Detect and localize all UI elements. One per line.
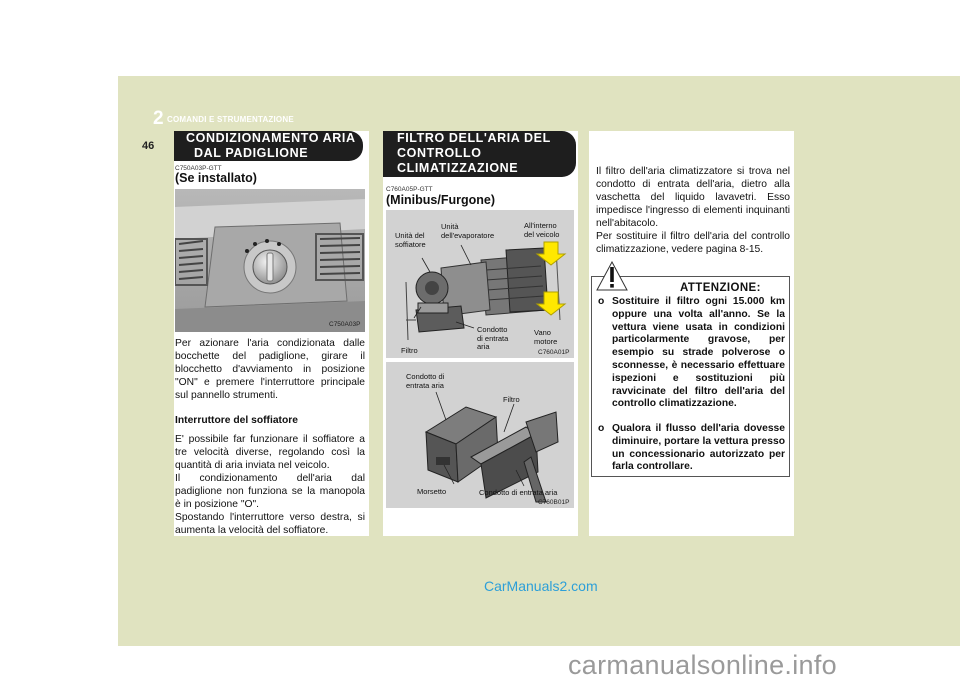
right-paragraph-2: Per sostituire il filtro dell'aria del controllo climatizzazione, vedere pagina 8-15.	[596, 231, 790, 255]
fig1-label-blower: Unità del soffiatore	[395, 231, 426, 249]
warning-bullet: o	[598, 296, 605, 307]
fig2-code: C760B01P	[538, 499, 570, 506]
fig2-label-clamp: Morsetto	[417, 487, 447, 496]
left-paragraph-1: Per azionare l'aria condizionata dalle bocchette del padiglione, girare il blocchetto d'avviamento in posizione "ON" e premere l'interruttore principale sul pannello strumenti.	[175, 338, 365, 401]
warning-bullet: o	[598, 423, 605, 434]
warning-box	[591, 276, 790, 477]
warning-item-1: o Sostituire il filtro ogni 15.000 km oppure una volta all'anno. Se la vettura viene usata in condizioni particolarmente gravose, per esempio su strade polverose o sconnesse, è necessario effettuare ispezioni e sostituzioni più ravvicinate del filtro dell'aria del controllo climatizzazione.	[598, 296, 785, 410]
middle-heading: FILTRO DELL'ARIA DEL CONTROLLO CLIMATIZZAZIONE	[397, 131, 551, 175]
page-number: 46	[142, 140, 155, 152]
chapter-title: COMANDI E STRUMENTAZIONE	[167, 115, 294, 124]
fig2-label-filter: Filtro	[503, 395, 520, 404]
left-body	[175, 337, 365, 537]
warning-title: ATTENZIONE:	[680, 282, 761, 294]
right-paragraph-1: Il filtro dell'aria climatizzatore si trova nel condotto di entrata dell'aria, dietro alla vaschetta del liquido lavavetri. Esso impedisce l'ingresso di elementi inquinanti nell'abitacolo.	[596, 166, 790, 229]
fig1-label-filter: Filtro	[401, 346, 418, 355]
fig1-label-inside-vehicle: All'interno del veicolo	[524, 221, 560, 239]
fig1-code: C760A01P	[538, 349, 570, 356]
fig1-label-duct: Condotto di entrata aria	[477, 325, 509, 351]
middle-section-code: C760A05P-GTT	[386, 186, 433, 193]
overhead-vent-photo	[175, 189, 365, 332]
fig1-label-engine-bay: Vano motore	[534, 328, 558, 346]
footer-link[interactable]: carmanualsonline.info	[568, 650, 837, 680]
left-section-code: C750A03P-GTT	[175, 165, 222, 172]
watermark-link[interactable]: CarManuals2.com	[484, 578, 598, 594]
fig2-label-duct-top: Condotto di entrata aria	[406, 372, 445, 390]
middle-subheading: (Minibus/Furgone)	[386, 193, 496, 207]
left-paragraph-2-line-1: E' possibile far funzionare il soffiatore a tre velocità diverse, regolando così la quantità di aria inviata nel veicolo.	[175, 434, 365, 471]
chapter-number: 2	[153, 108, 164, 129]
left-figure-code: C750A03P	[329, 321, 361, 328]
warning-triangle-icon	[596, 261, 628, 291]
left-heading: CONDIZIONAMENTO ARIA DAL PADIGLIONE	[186, 131, 356, 160]
warning-item-2: o Qualora il flusso dell'aria dovesse diminuire, portare la vettura presso un concessionario autorizzato per farla controllare.	[598, 423, 785, 473]
left-paragraph-2-line-3: Spostando l'interruttore verso destra, si aumenta la velocità del soffiatore.	[175, 512, 365, 536]
left-paragraph-2-line-2: Il condizionamento dell'aria dal padiglione non funziona se la manopola è in posizione "O".	[175, 473, 365, 510]
left-paragraph-2-title: Interruttore del soffiatore	[175, 415, 299, 426]
fig2-label-duct-bottom: Condotto di entrata aria	[479, 488, 558, 497]
left-subheading: (Se installato)	[175, 171, 257, 185]
right-body	[596, 165, 790, 256]
fig1-label-evaporator: Unità dell'evaporatore	[441, 222, 495, 240]
